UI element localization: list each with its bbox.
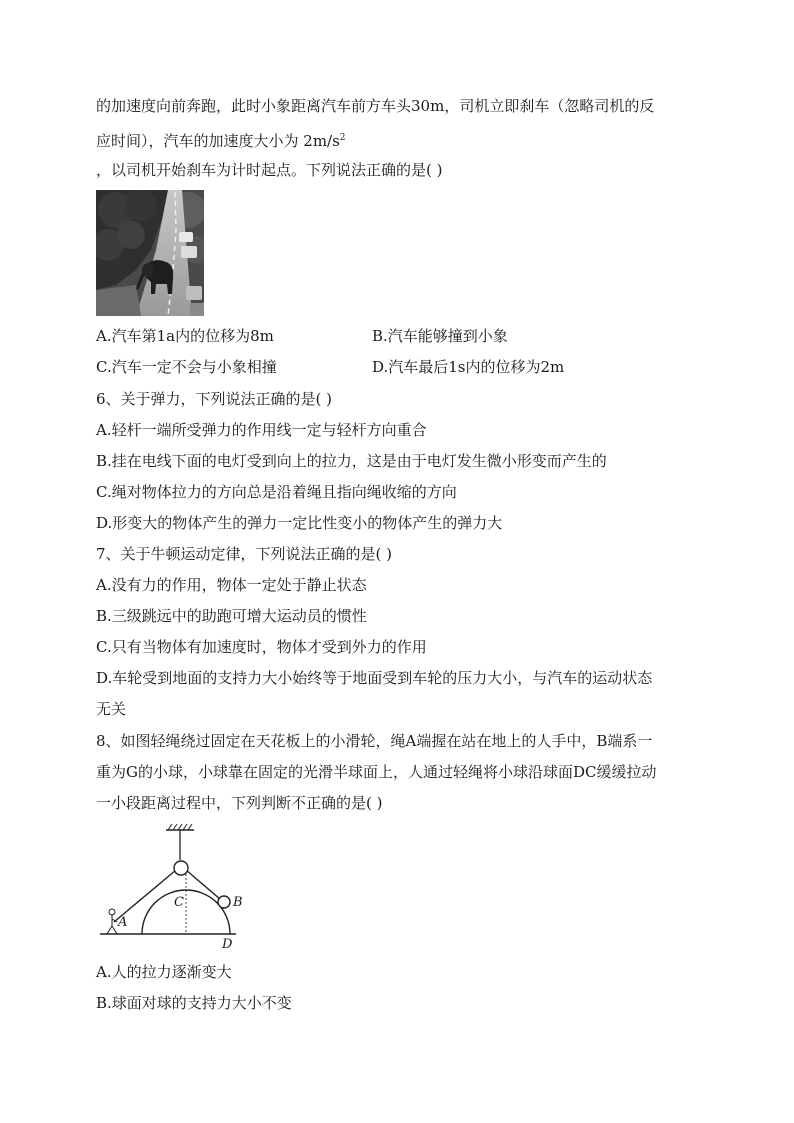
q7-option-d: D.车轮受到地面的支持力大小始终等于地面受到车轮的压力大小，与汽车的运动状态 bbox=[96, 669, 653, 687]
q7-option-a: A.没有力的作用，物体一定处于静止状态 bbox=[96, 576, 367, 594]
q5-option-d: D.汽车最后1s内的位移为2m bbox=[372, 358, 565, 376]
q8-stem-line-3: 一小段距离过程中，下列判断不正确的是( ) bbox=[96, 794, 383, 812]
q6-option-a: A.轻杆一端所受弹力的作用线一定与轻杆方向重合 bbox=[96, 421, 427, 439]
elephant-road-photo bbox=[96, 190, 204, 316]
q7-stem: 7、关于牛顿运动定律，下列说法正确的是( ) bbox=[96, 545, 393, 563]
q8-stem-line-2: 重为G的小球，小球靠在固定的光滑半球面上，人通过轻绳将小球沿球面DC缓缓拉动 bbox=[96, 763, 657, 781]
q7-option-d-continuation: 无关 bbox=[96, 700, 127, 718]
q8-stem-line-1: 8、如图轻绳绕过固定在天花板上的小滑轮，绳A端握在站在地上的人手中，B端系一 bbox=[96, 732, 653, 750]
q5-option-b: B.汽车能够撞到小象 bbox=[372, 327, 508, 345]
q5-text-line-2 bbox=[96, 128, 346, 151]
q6-option-b: B.挂在电线下面的电灯受到向上的拉力，这是由于电灯发生微小形变而产生的 bbox=[96, 452, 607, 470]
q6-stem: 6、关于弹力，下列说法正确的是( ) bbox=[96, 390, 333, 408]
q5-text-line-2-superscript: 2 bbox=[339, 133, 346, 143]
label-b: B bbox=[233, 895, 243, 910]
q5-text-line-2-main: 应时间），汽车的加速度大小为 2m/s bbox=[96, 132, 340, 150]
q8-option-b: B.球面对球的支持力大小不变 bbox=[96, 994, 292, 1012]
q6-option-c: C.绳对物体拉力的方向总是沿着绳且指向绳收缩的方向 bbox=[96, 483, 457, 501]
q5-stem: ，以司机开始刹车为计时起点。下列说法正确的是( ) bbox=[96, 161, 443, 179]
q8-option-a: A.人的拉力逐渐变大 bbox=[96, 963, 232, 981]
q5-option-c: C.汽车一定不会与小象相撞 bbox=[96, 358, 277, 376]
label-a: A bbox=[118, 915, 128, 930]
q6-option-d: D.形变大的物体产生的弹力一定比性变小的物体产生的弹力大 bbox=[96, 514, 503, 532]
label-c: C bbox=[174, 895, 184, 910]
q5-option-a: A.汽车第1a内的位移为8m bbox=[96, 327, 274, 345]
q5-text-line-1: 的加速度向前奔跑，此时小象距离汽车前方车头30m，司机立即刹车（忽略司机的反 bbox=[96, 97, 655, 115]
q7-option-b: B.三级跳远中的助跑可增大运动员的惯性 bbox=[96, 607, 367, 625]
label-d: D bbox=[222, 937, 233, 952]
pulley-hemisphere-diagram bbox=[96, 822, 246, 954]
q7-option-c: C.只有当物体有加速度时，物体才受到外力的作用 bbox=[96, 638, 427, 656]
